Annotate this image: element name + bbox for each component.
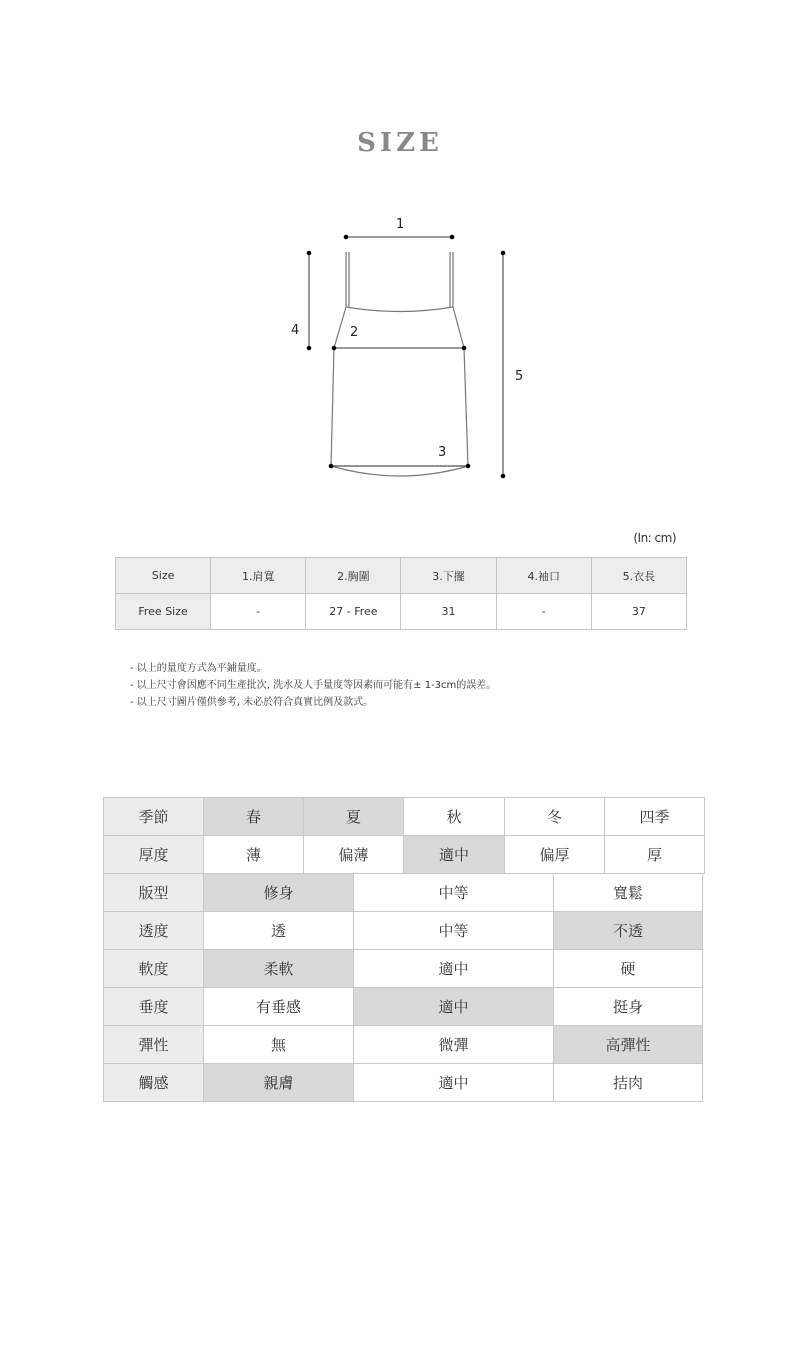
attribute-option: 拮肉 (554, 1064, 703, 1102)
note-line: - 以上尺寸圖片僅供參考, 未必於符合真實比例及款式。 (130, 697, 374, 708)
attribute-label: 厚度 (104, 836, 204, 874)
measure-label-2: 2 (350, 325, 359, 340)
size-table-header (116, 558, 687, 594)
attribute-option: 厚 (605, 836, 705, 874)
attribute-option: 中等 (354, 912, 554, 950)
header-cell: 1.肩寬 (211, 558, 306, 594)
attribute-option: 寬鬆 (554, 874, 703, 912)
attribute-option: 親膚 (204, 1064, 354, 1102)
attribute-option: 有垂感 (204, 988, 354, 1026)
attribute-label: 觸感 (104, 1064, 204, 1102)
strap-lines (346, 252, 453, 307)
hem-line (331, 466, 468, 476)
attribute-option: 春 (204, 798, 304, 836)
attribute-label: 軟度 (104, 950, 204, 988)
attribute-label: 垂度 (104, 988, 204, 1026)
attribute-option: 修身 (204, 874, 354, 912)
measure-label-4: 4 (291, 323, 300, 338)
attribute-option: 中等 (354, 874, 554, 912)
attribute-option: 薄 (204, 836, 304, 874)
attribute-row-table (103, 835, 705, 874)
attribute-option: 無 (204, 1026, 354, 1064)
attribute-row (104, 874, 703, 912)
attribute-row (104, 1026, 703, 1064)
attribute-option: 適中 (354, 1064, 554, 1102)
attribute-row (104, 912, 703, 950)
table-row (116, 594, 687, 630)
note-line: - 以上的量度方式為平鋪量度。 (130, 663, 267, 674)
attribute-row (104, 836, 705, 874)
page-title: SIZE (357, 128, 443, 158)
attribute-row-table (103, 797, 705, 836)
header-cell: 2.胸圍 (306, 558, 401, 594)
attribute-option: 偏薄 (304, 836, 404, 874)
attribute-row (104, 988, 703, 1026)
attribute-option: 四季 (605, 798, 705, 836)
attribute-row-table (103, 1025, 703, 1064)
attribute-option: 挺身 (554, 988, 703, 1026)
size-table (115, 557, 687, 630)
measure-label-5: 5 (515, 369, 524, 384)
header-cell: 3.下擺 (401, 558, 496, 594)
header-cell: 5.衣長 (591, 558, 686, 594)
attribute-option: 秋 (404, 798, 505, 836)
attribute-option: 適中 (404, 836, 505, 874)
neckline (346, 307, 453, 312)
attribute-option: 柔軟 (204, 950, 354, 988)
attribute-label: 彈性 (104, 1026, 204, 1064)
attribute-row-table (103, 1063, 703, 1102)
value-cell: 31 (401, 594, 496, 630)
measurement-notes (130, 660, 496, 711)
value-cell: 27 - Free (306, 594, 401, 630)
header-cell: Size (116, 558, 211, 594)
value-cell: - (211, 594, 306, 630)
attribute-option: 適中 (354, 988, 554, 1026)
attribute-row (104, 798, 705, 836)
attribute-row-table (103, 873, 703, 912)
note-line: - 以上尺寸會因應不同生產批次, 洗水及人手量度等因素而可能有± 1-3cm的誤差。 (130, 680, 497, 691)
value-cell: 37 (591, 594, 686, 630)
attribute-option: 適中 (354, 950, 554, 988)
attribute-label: 版型 (104, 874, 204, 912)
attribute-label: 季節 (104, 798, 204, 836)
attribute-row-table (103, 911, 703, 950)
size-name-cell: Free Size (116, 594, 211, 630)
unit-label: (In: cm) (633, 531, 676, 545)
attribute-row (104, 950, 703, 988)
attribute-row-table (103, 949, 703, 988)
garment-diagram (0, 0, 800, 500)
attribute-option: 硬 (554, 950, 703, 988)
attribute-label: 透度 (104, 912, 204, 950)
attribute-option: 不透 (554, 912, 703, 950)
attribute-option: 透 (204, 912, 354, 950)
measure-label-3: 3 (438, 445, 447, 460)
attribute-option: 偏厚 (505, 836, 605, 874)
header-cell: 4.袖口 (496, 558, 591, 594)
attribute-option: 冬 (505, 798, 605, 836)
attribute-option: 高彈性 (554, 1026, 703, 1064)
measure-label-1: 1 (396, 217, 405, 232)
attribute-option: 微彈 (354, 1026, 554, 1064)
attribute-row-table (103, 987, 703, 1026)
attribute-option: 夏 (304, 798, 404, 836)
attribute-row (104, 1064, 703, 1102)
value-cell: - (496, 594, 591, 630)
